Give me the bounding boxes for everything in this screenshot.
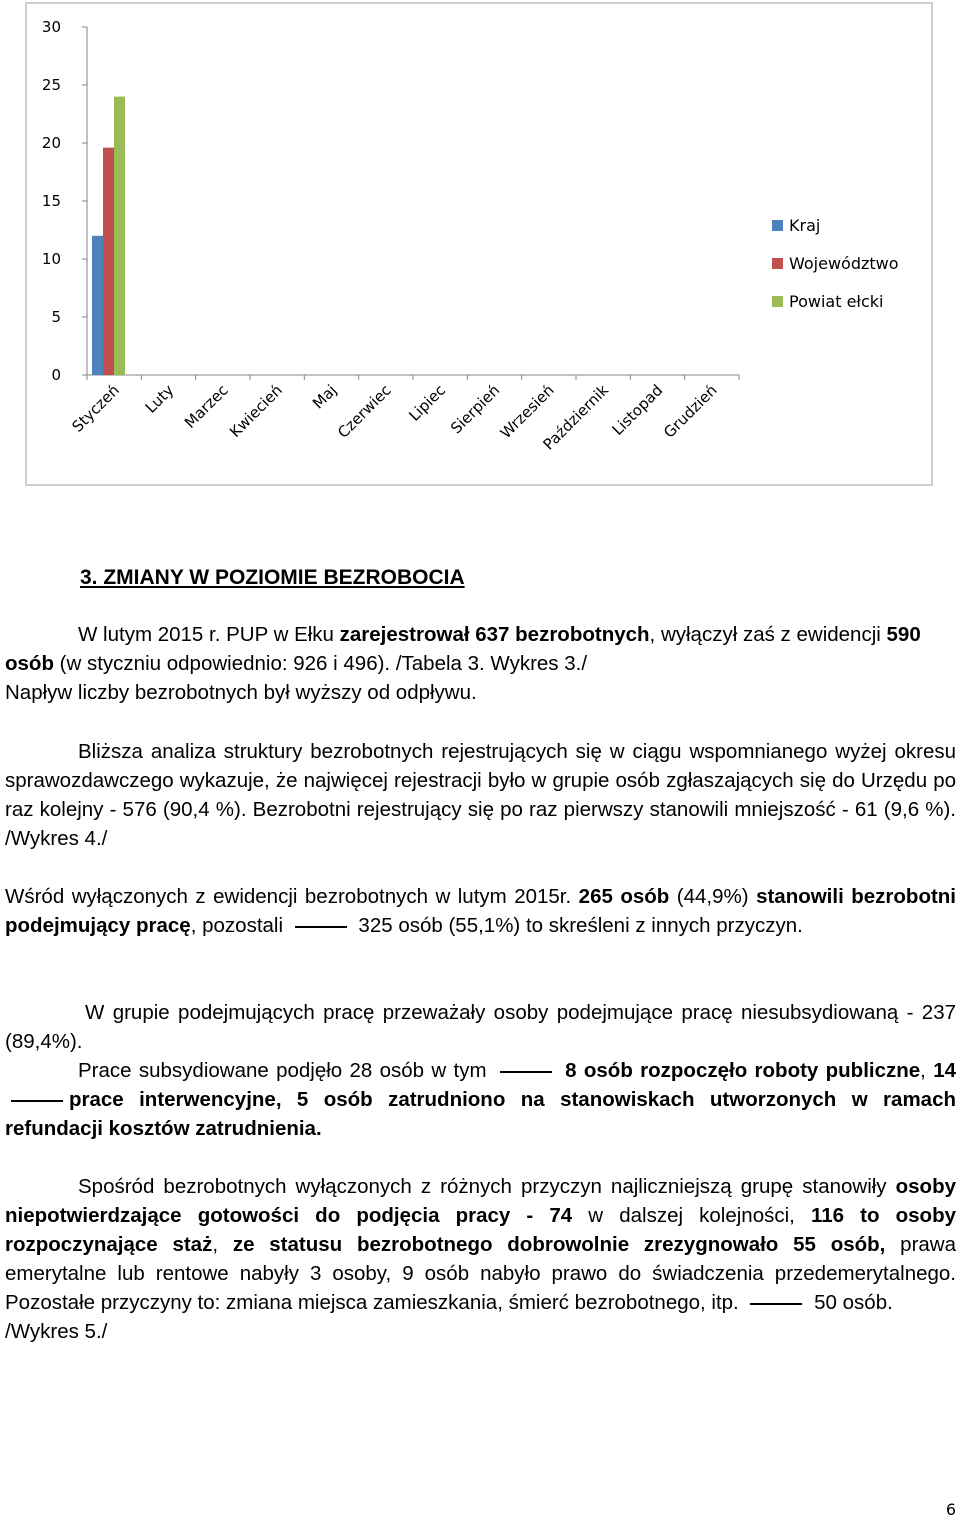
page-number: 6: [945, 1500, 956, 1519]
dash: [500, 1071, 552, 1073]
y-tick-label: 15: [41, 192, 61, 210]
y-tick-label: 25: [41, 76, 61, 94]
legend-swatch: [772, 220, 783, 231]
p3-text-a: Wśród wyłączonych z ewidencji bezrobotnych w lutym 2015r.: [5, 885, 579, 908]
x-tick-label: Wrzesień: [496, 381, 558, 443]
p3-text-f: 325 osób (55,1%) to skreśleni z innych przyczyn.: [352, 914, 803, 937]
section-title: 3. ZMIANY W POZIOMIE BEZROBOCIA: [80, 566, 465, 589]
p6-bold-internship: 116 to osoby rozpoczynające staż: [5, 1204, 956, 1256]
p1-text-f: Napływ liczby bezrobotnych był wyższy od odpływu.: [5, 681, 477, 704]
p3-bold-work: stanowili bezrobotni podejmujący pracę: [5, 885, 957, 937]
legend-label: Powiat ełcki: [789, 292, 884, 311]
x-tick-label: Czerwiec: [334, 381, 395, 442]
paragraph-1: [5, 620, 956, 707]
x-tick-label: Lipiec: [405, 381, 449, 425]
y-tick-label: 0: [51, 366, 61, 384]
p4-text: W grupie podejmujących pracę przeważały osoby podejmujące pracę niesubsydiowaną - 237 (89,4%).: [5, 1001, 956, 1053]
x-tick-label: Styczeń: [68, 381, 123, 436]
bar-chart: [25, 2, 933, 486]
p1-text-c: , wyłączył zaś z ewidencji: [649, 623, 887, 646]
paragraph-3: [5, 882, 956, 940]
p5-text-c: ,: [920, 1059, 934, 1082]
p1-text-e: (w styczniu odpowiednio: 926 i 496). /Tabela 3. Wykres 3./: [53, 652, 588, 675]
x-tick-label: Kwiecień: [226, 381, 286, 441]
paragraph-4: [5, 998, 956, 1056]
dash: [11, 1100, 63, 1102]
p5-bold-14: 14: [933, 1059, 956, 1082]
p3-text-c: (44,9%): [669, 885, 757, 908]
legend-label: Województwo: [789, 254, 899, 273]
p6-text-h: 50 osób.: [808, 1291, 893, 1314]
p5-bold-public-works: 8 osób rozpoczęło roboty publiczne: [557, 1059, 921, 1082]
x-tick-label: Marzec: [180, 381, 232, 432]
p6-text-e: ,: [212, 1233, 233, 1256]
y-tick-label: 30: [41, 18, 61, 36]
bar: [92, 236, 103, 375]
y-tick-label: 20: [41, 134, 61, 152]
bar: [103, 148, 114, 375]
paragraph-5: [5, 1056, 956, 1143]
y-tick-label: 10: [41, 250, 61, 268]
p1-bold-removed: 590 osób: [5, 623, 921, 675]
p6-bold-not-ready: osoby niepotwierdzające gotowości do podjęcia pracy - 74: [5, 1175, 956, 1227]
dash: [750, 1303, 802, 1305]
dash: [295, 926, 347, 928]
p5-text-a: Prace subsydiowane podjęło 28 osób w tym: [78, 1059, 494, 1082]
x-tick-label: Maj: [308, 381, 341, 413]
x-tick-label: Sierpień: [447, 381, 504, 438]
legend-label: Kraj: [789, 216, 821, 235]
p3-text-e: , pozostali: [190, 914, 289, 937]
bar: [114, 97, 125, 375]
legend-swatch: [772, 258, 783, 269]
paragraph-6: [5, 1172, 956, 1346]
paragraph-2: [5, 737, 956, 853]
x-tick-label: Luty: [141, 381, 178, 417]
p6-text-c: w dalszej kolejności,: [572, 1204, 811, 1227]
p3-bold-count: 265 osób: [578, 885, 670, 908]
p6-bold-resigned: ze statusu bezrobotnego dobrowolnie zrezygnowało 55 osób,: [232, 1233, 886, 1256]
chart-canvas: [27, 4, 931, 484]
p6-text-g: prawa emerytalne lub rentowe nabyły 3 osoby, 9 osób nabyło prawo do świadczenia przedemerytalnego. Pozostałe przyczyny to: zmiana miejsca zamieszkania, śmierć bezrobotnego, itp.: [5, 1233, 956, 1314]
x-tick-label: Listopad: [608, 381, 667, 439]
legend-swatch: [772, 296, 783, 307]
p1-bold-registered: zarejestrował 637 bezrobotnych: [339, 623, 650, 646]
y-tick-label: 5: [51, 308, 61, 326]
p6-text-a: Spośród bezrobotnych wyłączonych z różnych przyczyn najliczniejszą grupę stanowiły: [78, 1175, 896, 1198]
x-tick-label: Grudzień: [660, 381, 721, 442]
p5-bold-intervention: prace interwencyjne, 5 osób zatrudniono na stanowiskach utworzonych w ramach refundacji kosztów zatrudnienia.: [5, 1088, 956, 1140]
p6-text-i: /Wykres 5./: [5, 1320, 108, 1343]
p2-text: Bliższa analiza struktury bezrobotnych rejestrujących się w ciągu wspomnianego wyżej okresu sprawozdawczego wykazuje, że najwięcej rejestracji było w grupie osób zgłaszających się do Urzędu po raz kolejny - 576 (90,4 %). Bezrobotni rejestrujący się po raz pierwszy stanowili mniejszość - 61 (9,6 %). /Wykres 4./: [5, 740, 956, 850]
x-tick-label: Październik: [539, 381, 612, 454]
p1-text-a: W lutym 2015 r. PUP w Ełku: [78, 623, 340, 646]
